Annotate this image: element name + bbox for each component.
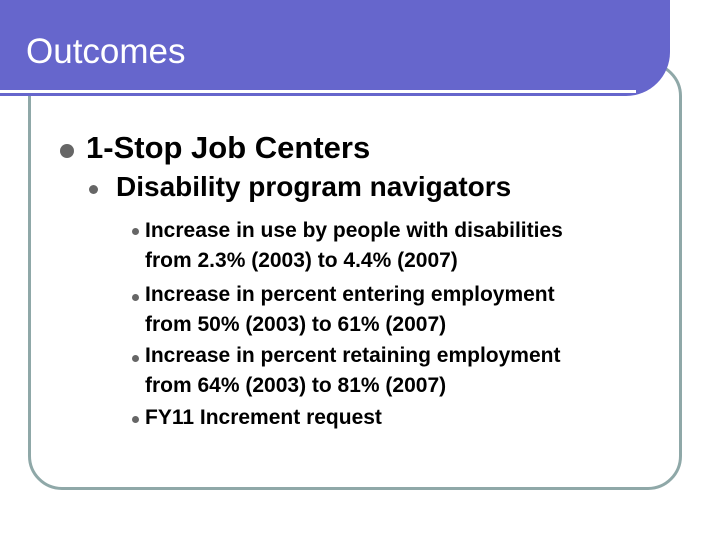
bullet-dot-icon [60,144,74,158]
bullet-text-line: Increase in use by people with disabilities [145,219,563,242]
bullet-level2: Disability program navigators [116,171,512,202]
title-banner [0,0,670,96]
bullet-dot-icon [89,185,98,194]
bullet-dot-icon [132,228,139,235]
bullet-dot-icon [132,355,139,362]
bullet-dot-icon [132,416,139,423]
slide-title: Outcomes [26,32,186,71]
bullet-level3-item [145,216,665,276]
bullet-level3-item [145,341,665,401]
bullet-text-line: from 50% (2003) to 61% (2007) [145,313,447,336]
bullet-level3-item [145,280,665,340]
bullet-text-line: from 2.3% (2003) to 4.4% (2007) [145,249,458,272]
bullet-text-line: FY11 Increment request [145,406,382,429]
bullet-level3-item [145,403,665,433]
bullet-dot-icon [132,294,139,301]
bullet-level1: 1-Stop Job Centers [86,130,371,165]
bullet-text-line: Increase in percent retaining employment [145,344,561,367]
bullet-text-line: Increase in percent entering employment [145,283,555,306]
bullet-text-line: from 64% (2003) to 81% (2007) [145,374,447,397]
